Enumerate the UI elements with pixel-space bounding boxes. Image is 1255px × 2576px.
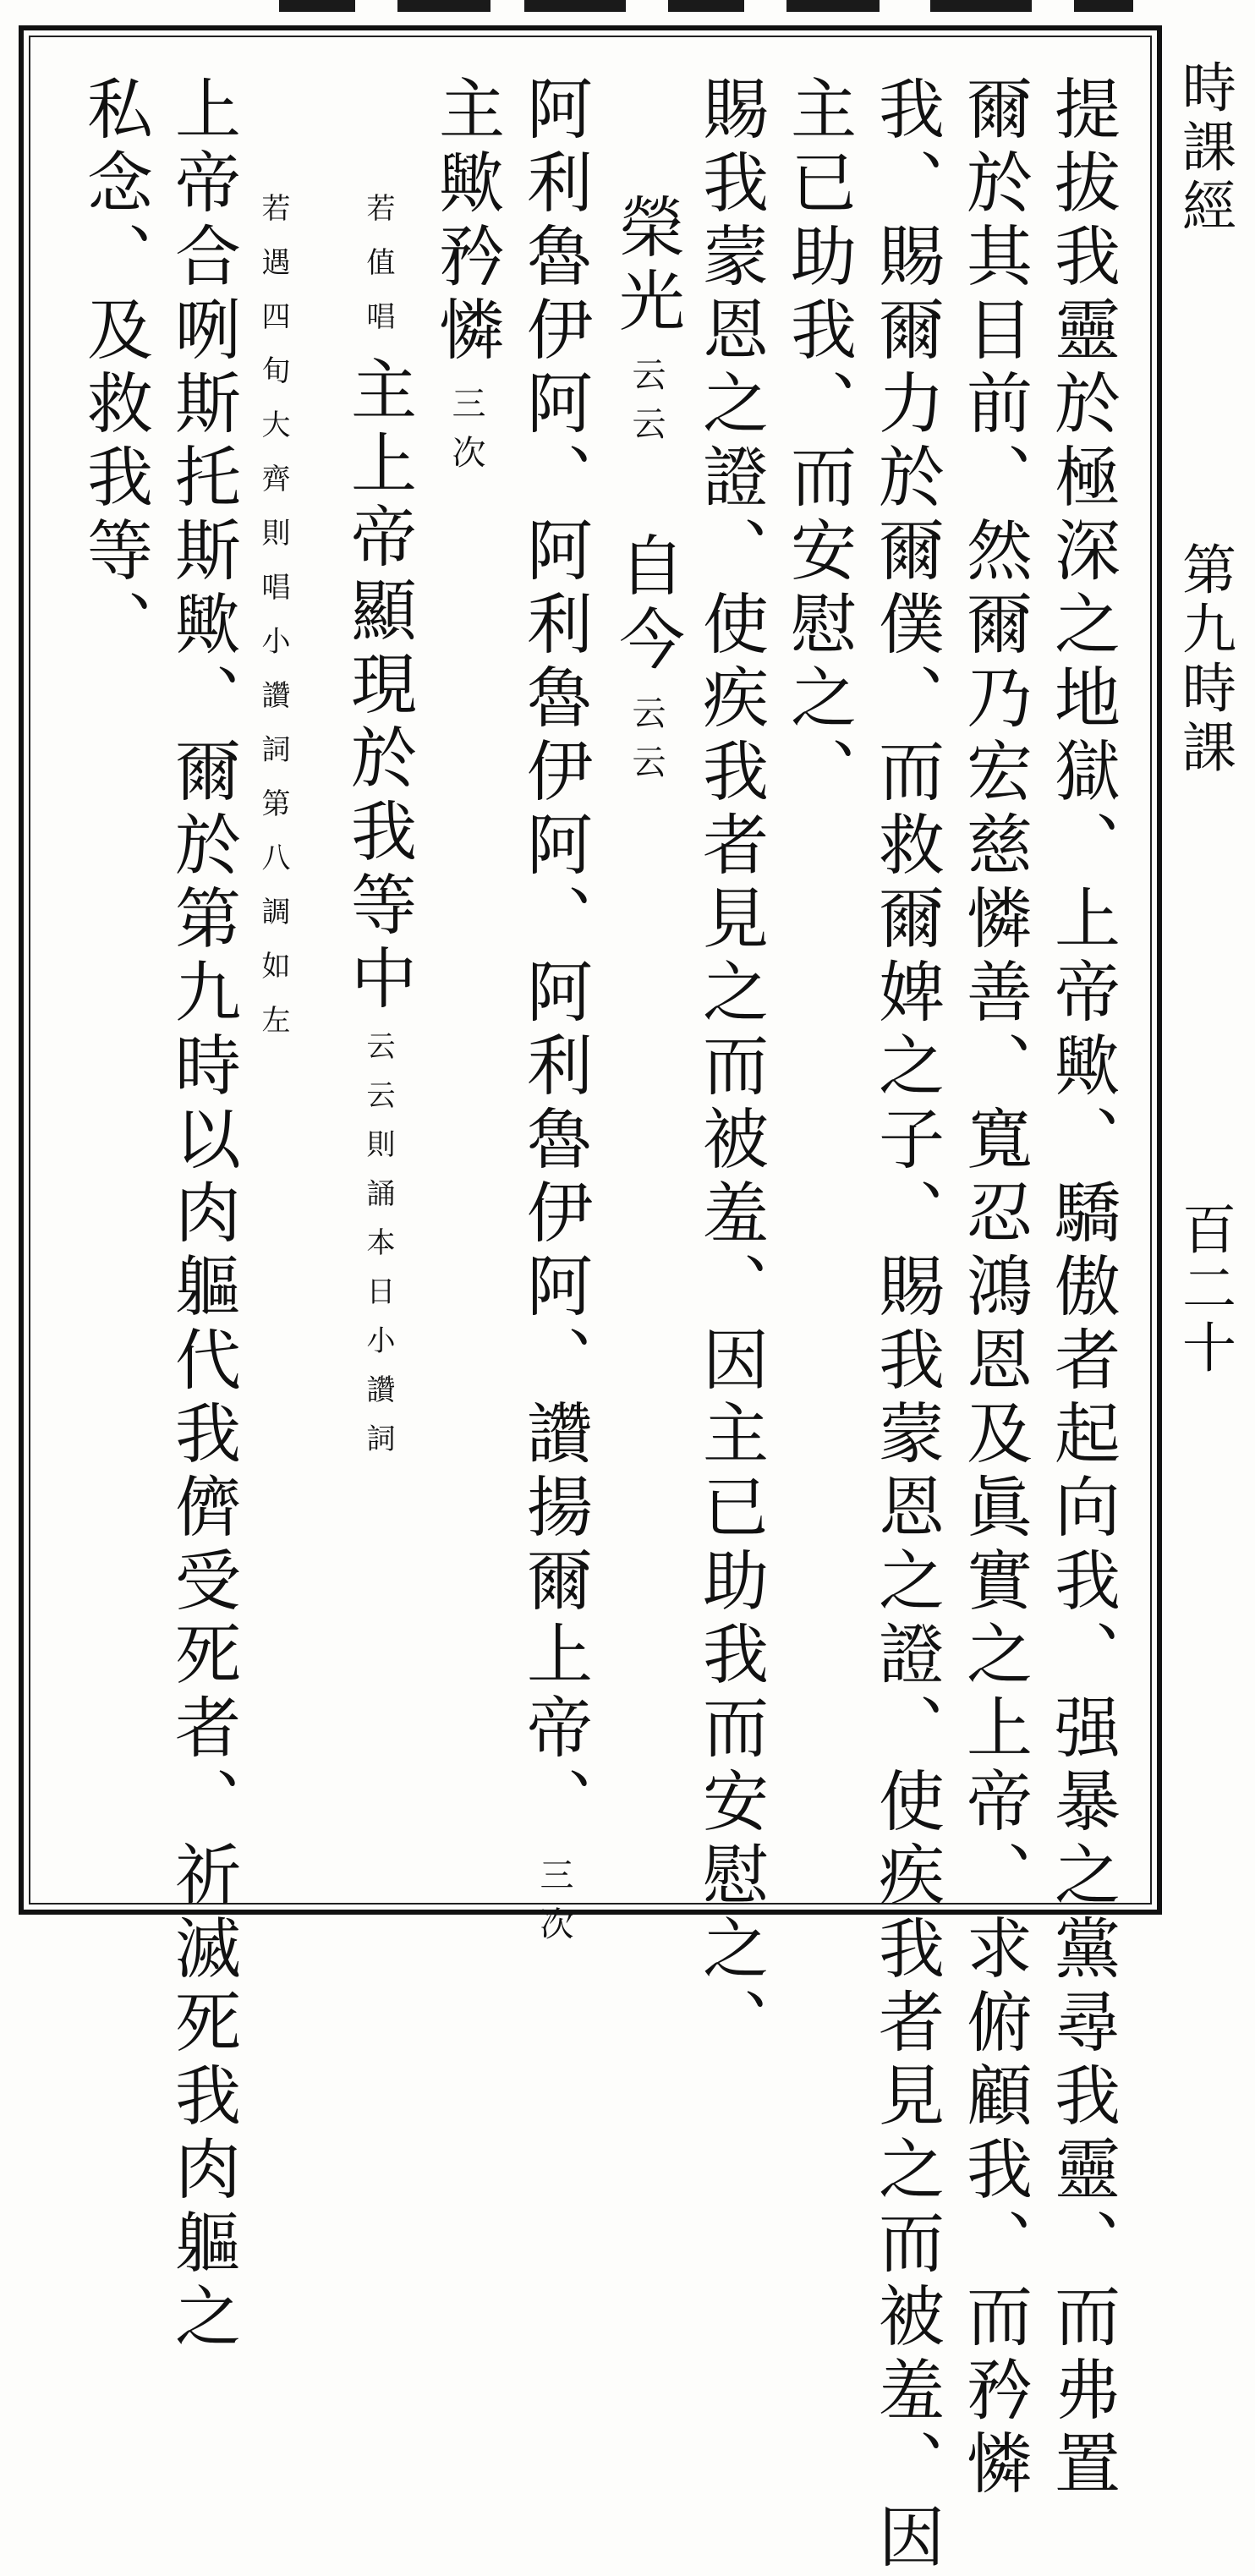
text-column-5: 賜我蒙恩之證、使疾我者見之而被羞、因主已助我而安慰之、 — [692, 74, 768, 2061]
column-6-main-2: 自今 — [608, 531, 684, 678]
column-7-main: 阿利魯伊阿、阿利魯伊阿、阿利魯伊阿、讚揚爾上帝、 — [516, 74, 592, 1840]
top-edge-mark — [524, 0, 626, 12]
top-edge-mark — [930, 0, 1032, 12]
margin-page-number: 百二十 — [1173, 1201, 1236, 1378]
text-column-4: 主已助我、而安慰之、 — [780, 74, 856, 810]
column-6-main-1: 榮光 — [608, 193, 684, 340]
column-9-rubric-2: 云云則誦本日小讚詞 — [361, 1031, 395, 1472]
text-column-6 — [608, 193, 684, 810]
top-edge-mark — [397, 0, 490, 12]
text-column-2: 爾於其目前、然爾乃宏慈憐善、寬忍鴻恩及眞實之上帝、求俯顧我、而矜憐 — [956, 74, 1032, 2502]
text-column-8 — [428, 74, 504, 501]
column-9-rubric-1: 若值唱 — [361, 193, 395, 355]
margin-section-title: 第九時課 — [1173, 541, 1236, 778]
column-6-note-1: 云云 — [627, 357, 666, 455]
text-column-11: 上帝合咧斯托斯歟、爾於第九時以肉軀代我儕受死者、祈滅死我肉軀之 — [164, 74, 240, 2355]
margin-book-title: 時課經 — [1173, 59, 1236, 237]
top-edge-mark — [668, 0, 744, 12]
top-edge-mark — [279, 0, 355, 12]
text-column-10-rubric: 若遇四旬大齊則唱小讚詞第八調如左 — [256, 193, 290, 1059]
text-column-9 — [340, 193, 416, 1472]
text-column-7 — [516, 74, 592, 1972]
column-8-note: 三次 — [447, 386, 485, 484]
text-column-12: 私念、及救我等、 — [76, 74, 152, 663]
top-edge-mark — [1074, 0, 1133, 12]
column-6-note-2: 云云 — [627, 695, 666, 793]
column-8-main: 主歟矜憐 — [428, 74, 504, 369]
text-column-3: 我、賜爾力於爾僕、而救爾婢之子、賜我蒙恩之證、使疾我者見之而被羞、因 — [868, 74, 944, 2576]
top-edge-mark — [786, 0, 880, 12]
column-9-main: 主上帝顯現於我等中 — [340, 355, 416, 1017]
text-column-1: 提拔我靈於極深之地獄、上帝歟、驕傲者起向我、强暴之黨尋我靈、而弗置 — [1044, 74, 1120, 2502]
column-7-note: 三次 — [534, 1857, 573, 1955]
